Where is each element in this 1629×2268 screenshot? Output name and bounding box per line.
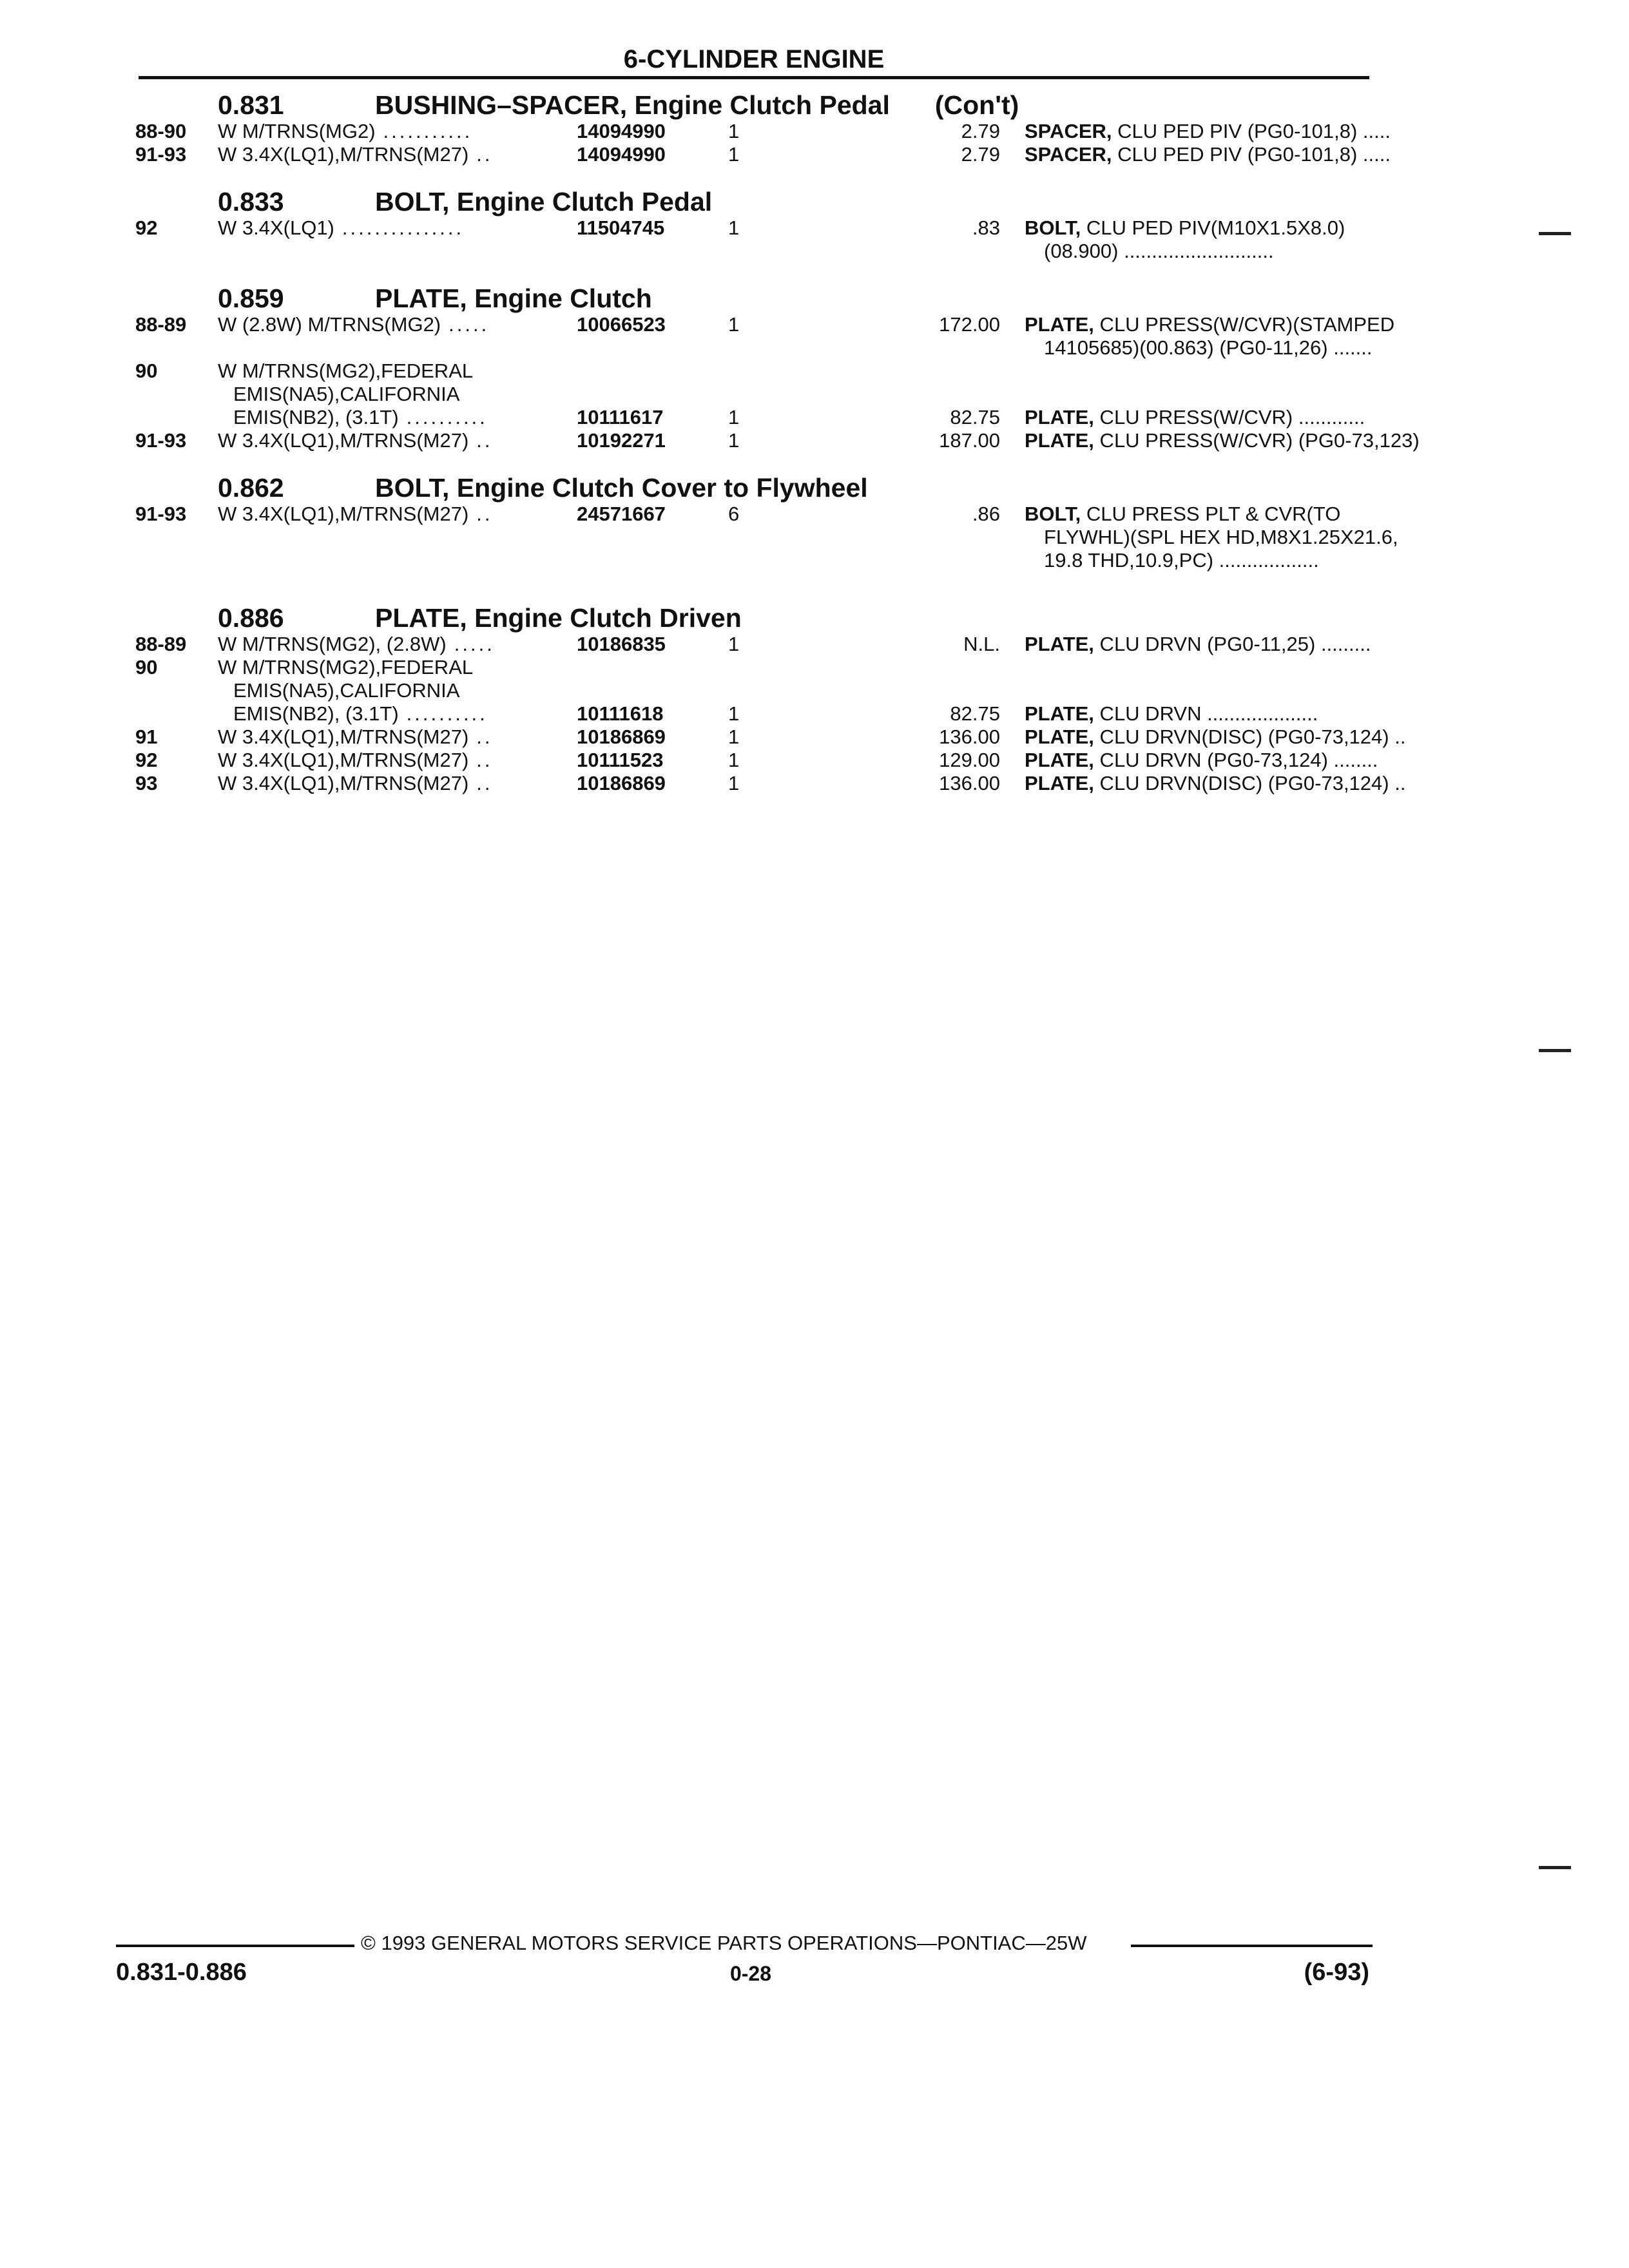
application (218, 383, 717, 406)
description-continued: FLYWHL)(SPL HEX HD,M8X1.25X21.6, (1044, 526, 1398, 548)
section-number: 0.833 (218, 187, 284, 216)
description-continued: (08.900) ........................... (1044, 240, 1274, 262)
description-text: CLU DRVN(DISC) (PG0-73,124) .. (1094, 726, 1406, 748)
footer-copyright: © 1993 GENERAL MOTORS SERVICE PARTS OPERATIONS—PONTIAC—25W (361, 1932, 1087, 1954)
list-price: .83 (972, 216, 1000, 239)
quantity: 1 (728, 429, 740, 452)
application (218, 679, 717, 702)
parts-row (135, 383, 1376, 406)
description-noun: BOLT, (1025, 216, 1081, 239)
list-price: 82.75 (950, 702, 1000, 725)
description-text: CLU DRVN(DISC) (PG0-73,124) .. (1094, 772, 1406, 794)
application-text: W M/TRNS(MG2), (2.8W) (218, 633, 447, 655)
parts-row (135, 429, 1420, 452)
parts-row-continued (135, 526, 1398, 549)
footer-rule-right (1131, 1945, 1373, 1947)
parts-row-continued (135, 240, 1376, 263)
section-title (375, 473, 868, 503)
leader-dots: ..... (454, 633, 495, 655)
application (218, 633, 579, 656)
model-years: 88-89 (135, 313, 187, 336)
part-number: 10111618 (577, 702, 664, 725)
description-noun: BOLT, (1025, 503, 1081, 525)
description-text: CLU DRVN (PG0-73,124) ........ (1094, 749, 1378, 771)
part-number: 10186869 (577, 726, 666, 748)
application-text: W M/TRNS(MG2),FEDERAL (218, 656, 474, 678)
part-description (1025, 313, 1395, 336)
footer-section-range: 0.831-0.886 (116, 1959, 247, 1986)
list-price: 172.00 (939, 313, 1000, 336)
quantity: 1 (728, 120, 740, 142)
part-number: 14094990 (577, 143, 666, 166)
description-noun: PLATE, (1025, 313, 1094, 336)
application-text: W M/TRNS(MG2),FEDERAL (218, 360, 474, 382)
margin-mark (1539, 232, 1571, 235)
section-heading (135, 277, 1376, 313)
quantity: 1 (728, 633, 740, 655)
list-price: 2.79 (961, 143, 1000, 166)
parts-row (135, 503, 1376, 526)
leader-dots: .. (476, 749, 493, 771)
list-price: 187.00 (939, 429, 1000, 452)
description-text: CLU PRESS PLT & CVR(TO (1081, 503, 1341, 525)
description-noun: PLATE, (1025, 633, 1094, 655)
margin-mark (1539, 1049, 1571, 1052)
application-text: W 3.4X(LQ1),M/TRNS(M27) (218, 726, 469, 748)
description-text: CLU DRVN (PG0-11,25) ......... (1094, 633, 1371, 655)
part-number: 10186869 (577, 772, 666, 794)
parts-list (135, 84, 1420, 795)
section-heading (135, 466, 1376, 503)
application (218, 143, 579, 166)
model-years: 92 (135, 216, 158, 239)
application (218, 503, 579, 526)
list-price: 136.00 (939, 726, 1000, 748)
application (218, 313, 579, 336)
description-noun: PLATE, (1025, 726, 1094, 748)
leader-dots: .......... (406, 702, 488, 725)
leader-dots: .. (476, 726, 493, 748)
description-noun: PLATE, (1025, 749, 1094, 771)
parts-row (135, 360, 1376, 383)
application-text: W 3.4X(LQ1),M/TRNS(M27) (218, 429, 469, 452)
quantity: 1 (728, 749, 740, 771)
description-continued: 19.8 THD,10.9,PC) .................. (1044, 549, 1319, 572)
part-description (1025, 120, 1391, 143)
parts-row (135, 749, 1376, 772)
section-title (375, 90, 1019, 120)
section-title-text: BUSHING–SPACER, Engine Clutch Pedal (375, 90, 890, 120)
part-description (1025, 749, 1376, 772)
part-description (1025, 216, 1376, 240)
description-continued: 14105685)(00.863) (PG0-11,26) ....... (1044, 336, 1373, 359)
section-heading (135, 180, 1376, 216)
leader-dots: .. (476, 772, 493, 794)
model-years: 91-93 (135, 143, 187, 166)
list-price: .86 (972, 503, 1000, 525)
description-noun: PLATE, (1025, 772, 1094, 794)
application (218, 726, 579, 749)
section-number: 0.859 (218, 284, 284, 313)
parts-row (135, 633, 1376, 656)
description-text: CLU PRESS(W/CVR) ............ (1094, 406, 1365, 428)
model-years: 91-93 (135, 429, 187, 452)
quantity: 1 (728, 216, 740, 239)
description-text: CLU PRESS(W/CVR) (PG0-73,123) (1094, 429, 1420, 452)
quantity: 1 (728, 313, 740, 336)
part-number: 14094990 (577, 120, 666, 142)
section-gap (135, 166, 1376, 180)
leader-dots: .. (476, 503, 493, 525)
section-continued: (Con't) (934, 90, 1019, 120)
parts-row (135, 726, 1406, 749)
leader-dots: .......... (406, 406, 488, 428)
part-description (1025, 772, 1406, 795)
description-text: CLU DRVN .................... (1094, 702, 1318, 725)
application (218, 656, 701, 679)
section-title (375, 284, 652, 314)
quantity: 1 (728, 406, 740, 428)
model-years: 93 (135, 772, 158, 794)
parts-row-continued (135, 336, 1376, 360)
parts-row (135, 313, 1395, 336)
application (218, 216, 579, 240)
quantity: 1 (728, 726, 740, 748)
application (218, 120, 579, 143)
model-years: 92 (135, 749, 158, 771)
list-price: 136.00 (939, 772, 1000, 794)
application-text: W 3.4X(LQ1),M/TRNS(M27) (218, 143, 469, 166)
part-description (1025, 702, 1376, 726)
list-price: N.L. (963, 633, 1000, 655)
section-title (375, 603, 742, 633)
page-title: 6-CYLINDER ENGINE (623, 45, 885, 73)
application-text: EMIS(NA5),CALIFORNIA (233, 679, 460, 702)
application-text: W 3.4X(LQ1) (218, 216, 334, 239)
part-number: 10192271 (577, 429, 666, 452)
application-text: W 3.4X(LQ1),M/TRNS(M27) (218, 503, 469, 525)
application (218, 429, 579, 452)
description-noun: SPACER, (1025, 143, 1112, 166)
leader-dots: .. (476, 429, 493, 452)
section-title-text: BOLT, Engine Clutch Pedal (375, 187, 713, 216)
model-years: 91 (135, 726, 158, 748)
parts-row (135, 120, 1391, 143)
quantity: 1 (728, 702, 740, 725)
quantity: 1 (728, 143, 740, 166)
part-number: 24571667 (577, 503, 666, 525)
application-text: EMIS(NB2), (3.1T) (233, 702, 399, 725)
part-number: 10066523 (577, 313, 666, 336)
section-title (375, 187, 712, 217)
parts-row-continued (135, 549, 1376, 572)
quantity: 6 (728, 503, 740, 525)
footer-date: (6-93) (1304, 1959, 1369, 1986)
model-years: 88-89 (135, 633, 187, 655)
application (218, 702, 594, 726)
parts-row (135, 216, 1376, 240)
section-heading (135, 84, 1376, 120)
part-description (1025, 726, 1406, 749)
application (218, 406, 594, 429)
section-gap (135, 263, 1376, 277)
leader-dots: ..... (448, 313, 490, 336)
application (218, 749, 579, 772)
part-description (1025, 429, 1420, 452)
list-price: 2.79 (961, 120, 1000, 142)
quantity: 1 (728, 772, 740, 794)
part-description (1025, 633, 1376, 656)
model-years: 88-90 (135, 120, 187, 142)
part-description (1025, 503, 1376, 526)
section-gap (135, 572, 1376, 597)
application-text: EMIS(NB2), (3.1T) (233, 406, 399, 428)
description-text: CLU PED PIV (PG0-101,8) ..... (1112, 143, 1391, 166)
part-number: 11504745 (577, 216, 665, 239)
description-text: CLU PED PIV(M10X1.5X8.0) (1081, 216, 1345, 239)
part-description (1025, 406, 1376, 429)
application-text: W 3.4X(LQ1),M/TRNS(M27) (218, 749, 469, 771)
header-rule (139, 76, 1369, 79)
list-price: 129.00 (939, 749, 1000, 771)
leader-dots: ............... (342, 216, 465, 239)
application-text: W (2.8W) M/TRNS(MG2) (218, 313, 441, 336)
model-years: 90 (135, 360, 158, 382)
parts-row (135, 406, 1376, 429)
description-noun: PLATE, (1025, 429, 1094, 452)
section-number: 0.831 (218, 90, 284, 120)
list-price: 82.75 (950, 406, 1000, 428)
application-text: W M/TRNS(MG2) (218, 120, 376, 142)
section-title-text: PLATE, Engine Clutch (375, 284, 652, 313)
model-years: 91-93 (135, 503, 187, 525)
footer-rule-left (116, 1945, 354, 1947)
description-noun: PLATE, (1025, 702, 1094, 725)
section-title-text: PLATE, Engine Clutch Driven (375, 603, 742, 633)
application (218, 360, 701, 383)
application-text: EMIS(NA5),CALIFORNIA (233, 383, 460, 405)
leader-dots: .. (476, 143, 493, 166)
section-number: 0.886 (218, 603, 284, 633)
description-noun: SPACER, (1025, 120, 1112, 142)
section-heading (135, 597, 1376, 633)
margin-mark (1539, 1866, 1571, 1869)
part-number: 10186835 (577, 633, 666, 655)
parts-row (135, 143, 1391, 166)
part-number: 10111617 (577, 406, 664, 428)
parts-row (135, 702, 1376, 726)
application (218, 772, 579, 795)
application-text: W 3.4X(LQ1),M/TRNS(M27) (218, 772, 469, 794)
description-text: CLU PRESS(W/CVR)(STAMPED (1094, 313, 1395, 336)
description-noun: PLATE, (1025, 406, 1094, 428)
part-description (1025, 143, 1391, 166)
parts-row (135, 679, 1376, 702)
part-number: 10111523 (577, 749, 664, 771)
model-years: 90 (135, 656, 158, 678)
section-gap (135, 452, 1376, 466)
section-title-text: BOLT, Engine Clutch Cover to Flywheel (375, 473, 868, 503)
leader-dots: ........... (383, 120, 473, 142)
parts-row (135, 656, 1376, 679)
parts-row (135, 772, 1406, 795)
footer-page-number: 0-28 (729, 1962, 772, 1985)
section-number: 0.862 (218, 473, 284, 503)
description-text: CLU PED PIV (PG0-101,8) ..... (1112, 120, 1391, 142)
